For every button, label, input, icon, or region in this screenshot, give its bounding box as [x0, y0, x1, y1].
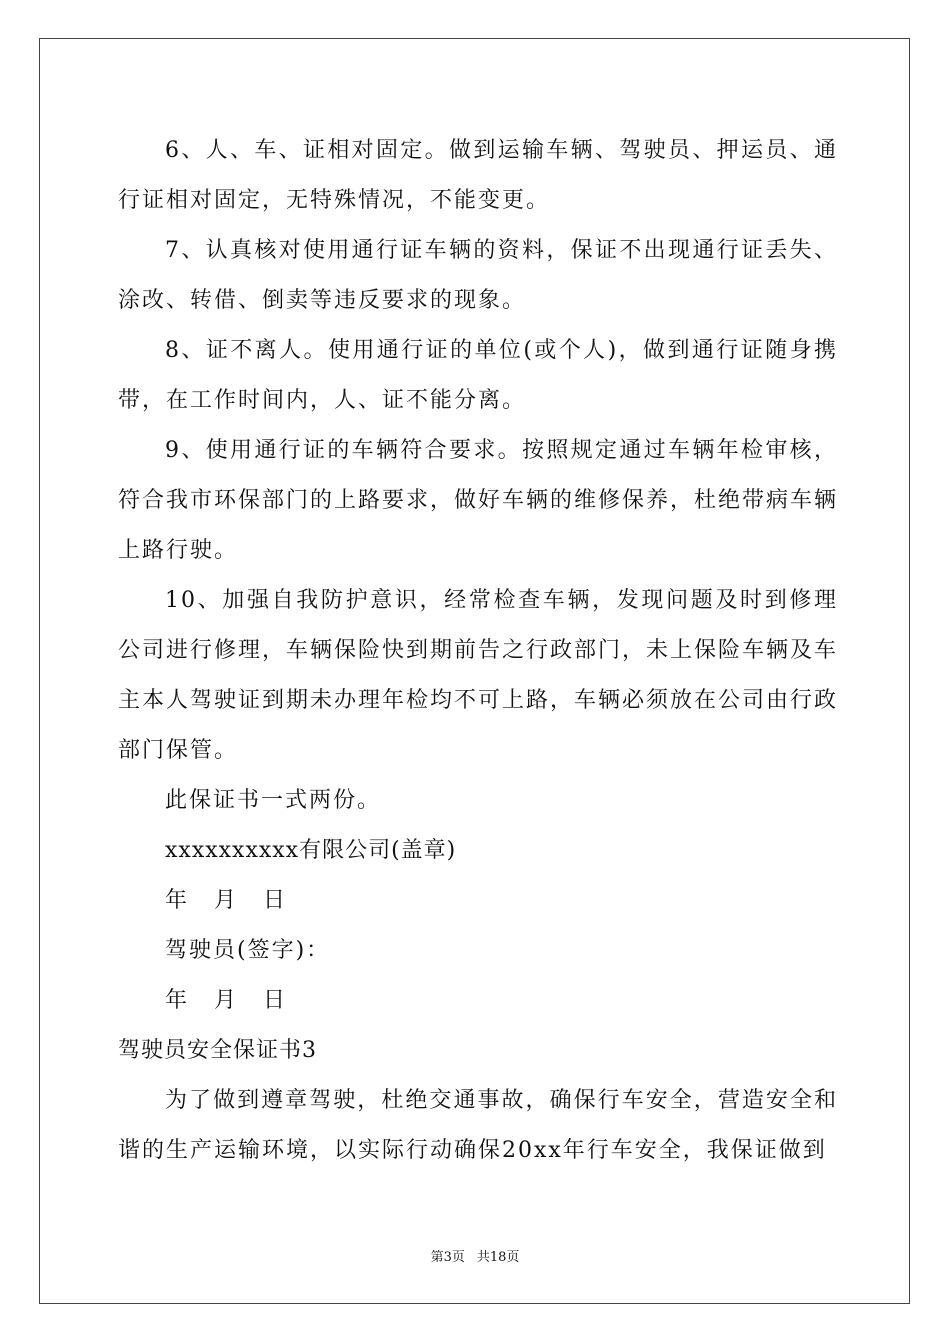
- page-total: 共18页: [476, 1250, 520, 1265]
- page-number: 第3页: [430, 1250, 465, 1265]
- date-line-driver: 年 月 日: [165, 988, 291, 1013]
- section-intro: 为了做到遵章驾驶，杜绝交通事故，确保行车安全，营造安全和谐的生产运输环境，以实际行动确保20xx年行车安全，我保证做到: [118, 1088, 838, 1163]
- page-footer: [0, 1246, 950, 1265]
- paragraph-8: 8、证不离人。使用通行证的单位(或个人)，做到通行证随身携带，在工作时间内，人、证不能分离。: [118, 338, 838, 413]
- paragraph-7: 7、认真核对使用通行证车辆的资料，保证不出现通行证丢失、涂改、转借、倒卖等违反要求的现象。: [118, 238, 838, 313]
- driver-signature-line: 驾驶员(签字)：: [165, 938, 331, 963]
- company-seal-line: xxxxxxxxxx有限公司(盖章): [165, 838, 457, 863]
- paragraph-6: 6、人、车、证相对固定。做到运输车辆、驾驶员、押运员、通行证相对固定，无特殊情况，不能变更。: [118, 138, 838, 213]
- document-body: [118, 126, 838, 1176]
- date-line-company: 年 月 日: [165, 888, 291, 913]
- paragraph-9: 9、使用通行证的车辆符合要求。按照规定通过车辆年检审核，符合我市环保部门的上路要求，做好车辆的维修保养，杜绝带病车辆上路行驶。: [118, 438, 839, 563]
- section-heading: 驾驶员安全保证书3: [118, 1038, 317, 1063]
- paragraph-10: 10、加强自我防护意识，经常检查车辆，发现问题及时到修理公司进行修理，车辆保险快到期前告之行政部门，未上保险车辆及车主本人驾驶证到期未办理年检均不可上路，车辆必须放在公司由行政部门保管。: [118, 588, 839, 763]
- copies-note: 此保证书一式两份。: [165, 788, 382, 813]
